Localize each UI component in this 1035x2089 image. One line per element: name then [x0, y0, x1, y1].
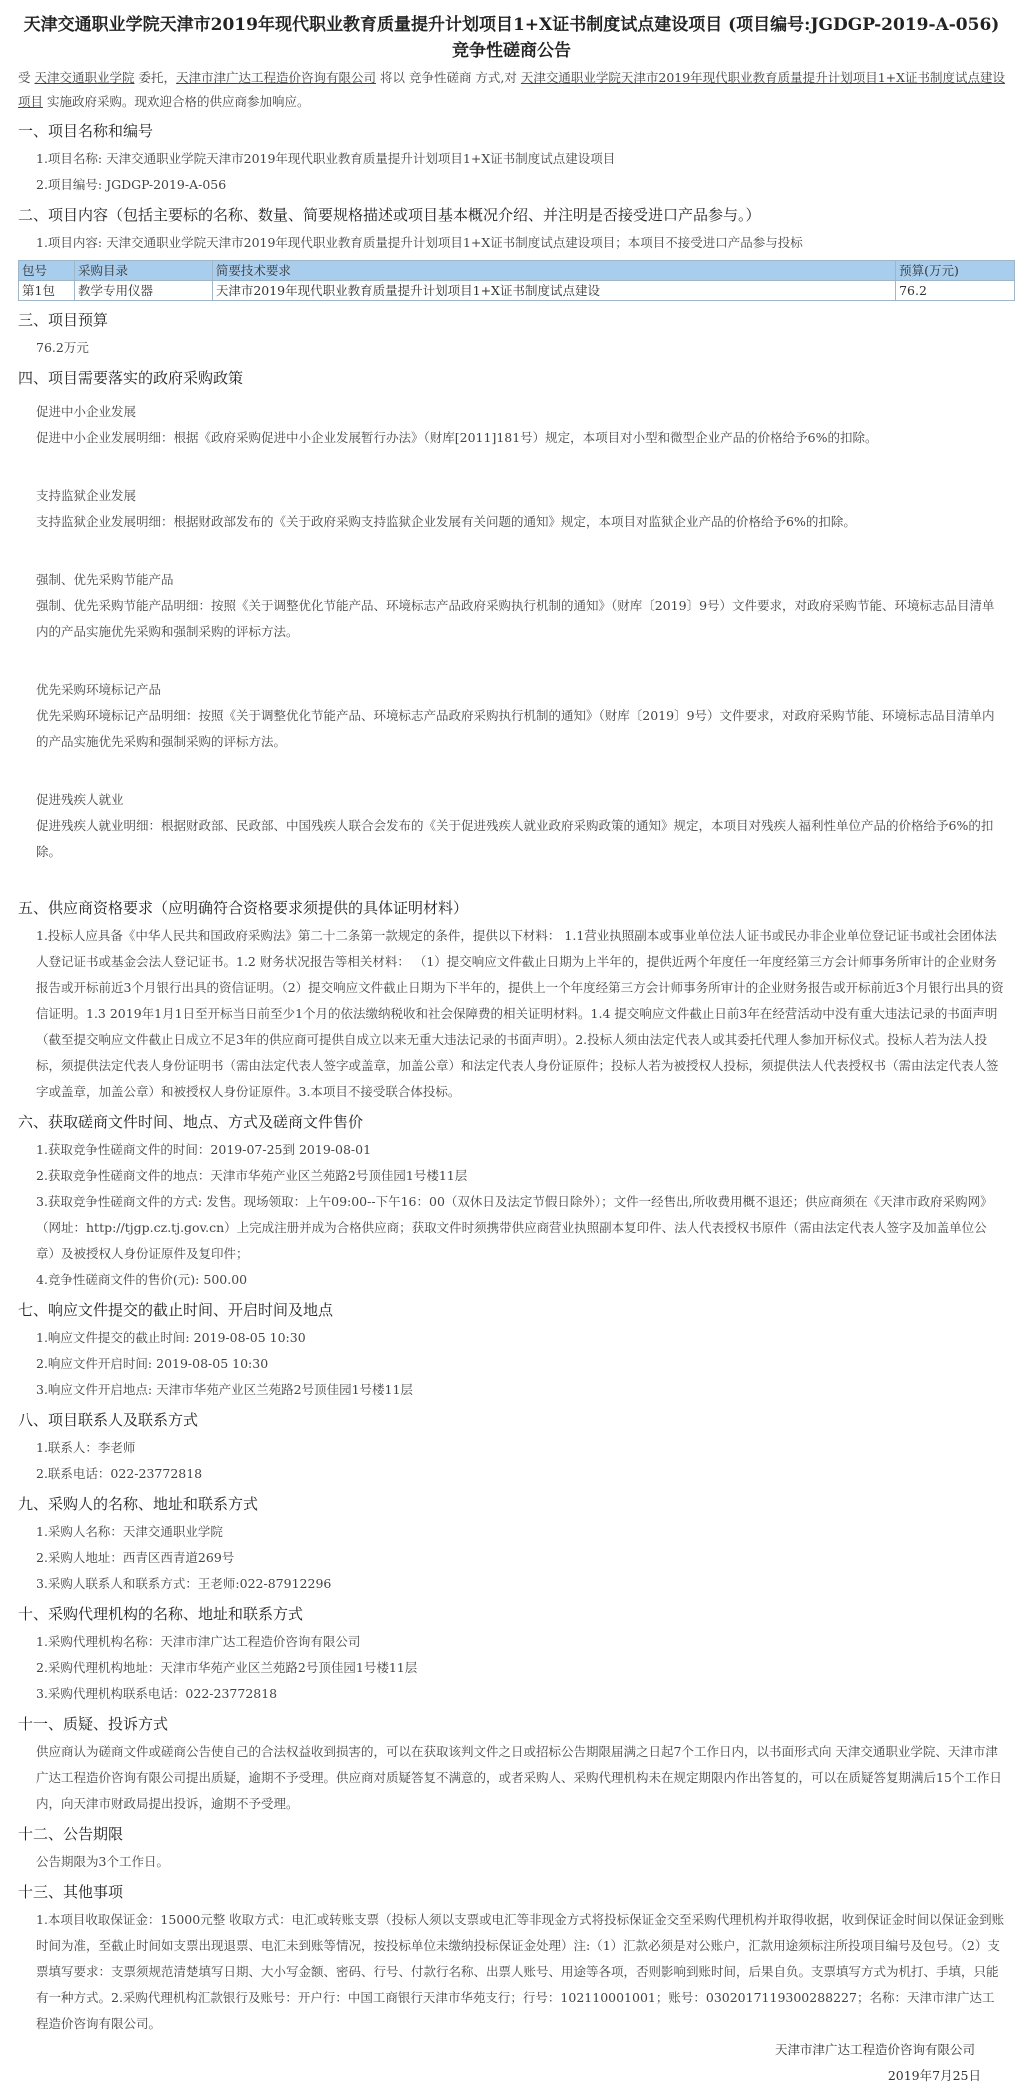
budget-value: 76.2万元 — [36, 340, 89, 355]
submission-deadline-line: 1.响应文件提交的截止时间: 2019-08-05 10:30 — [36, 1330, 306, 1345]
section-12-heading: 十二、公告期限 — [18, 1825, 124, 1843]
project-name-line: 1.项目名称: 天津交通职业学院天津市2019年现代职业教育质量提升计划项目1+X证书制度试点建设项目 — [36, 151, 616, 166]
table-cell: 教学专用仪器 — [74, 281, 212, 301]
policy-detail: 强制、优先采购节能产品明细：按照《关于调整优化节能产品、环境标志产品政府采购执行机制的通知》（财库〔2019〕9号）文件要求，对政府采购节能、环境标志品目清单内的产品实施优先采购和强制采购的评标方法。 — [36, 598, 995, 639]
contact-phone-line: 2.联系电话：022-23772818 — [36, 1466, 203, 1481]
section-2-heading: 二、项目内容（包括主要标的名称、数量、简要规格描述或项目基本概况介绍、并注明是否接受进口产品参与。） — [18, 206, 761, 224]
agency-address-line: 2.采购代理机构地址：天津市华苑产业区兰苑路2号顶佳园1号楼11层 — [36, 1660, 418, 1675]
package-table — [18, 260, 1015, 301]
section-10-heading: 十、采购代理机构的名称、地址和联系方式 — [18, 1605, 304, 1623]
policy-name: 促进残疾人就业 — [36, 792, 124, 807]
policy-name: 支持监狱企业发展 — [36, 488, 137, 503]
complaint-text: 供应商认为磋商文件或磋商公告使自己的合法权益收到损害的，可以在获取该判文件之日或招标公告期限届满之日起7个工作日内，以书面形式向 天津交通职业学院、天津市津广达工程造价咨询有限公司提出质疑，逾期不予受理。供应商对质疑答复不满意的，或者采购人、采购代理机构未在规定期限内作出答复的，可以在质疑答复期满后15个工作日内，向天津市财政局提出投诉，逾期不予受理。 — [36, 1744, 1002, 1811]
opening-place-line: 3.响应文件开启地点: 天津市华苑产业区兰苑路2号顶佳园1号楼11层 — [36, 1382, 413, 1397]
policy-name: 强制、优先采购节能产品 — [36, 572, 174, 587]
table-header-cell: 包号 — [19, 261, 75, 281]
intro-text-2: 委托， — [134, 70, 176, 85]
table-header-cell: 简要技术要求 — [212, 261, 895, 281]
agency-link[interactable]: 天津市津广达工程造价咨询有限公司 — [175, 70, 376, 85]
opening-time-line: 2.响应文件开启时间: 2019-08-05 10:30 — [36, 1356, 269, 1371]
document-price-line: 4.竞争性磋商文件的售价(元): 500.00 — [36, 1272, 248, 1287]
intro-paragraph — [18, 66, 1005, 114]
agency-phone-line: 3.采购代理机构联系电话：022-23772818 — [36, 1686, 278, 1701]
purchaser-link[interactable]: 天津交通职业学院 — [34, 70, 135, 85]
project-link[interactable]: 天津交通职业学院天津市2019年现代职业教育质量提升计划项目1+X证书制度试点建设项目 — [18, 70, 1006, 109]
project-content-line: 1.项目内容: 天津交通职业学院天津市2019年现代职业教育质量提升计划项目1+X证书制度试点建设项目；本项目不接受进口产品参与投标 — [36, 235, 803, 250]
page-title-line2: 竞争性磋商公告 — [452, 41, 571, 61]
table-row — [19, 281, 1015, 301]
section-9-heading: 九、采购人的名称、地址和联系方式 — [18, 1495, 259, 1513]
purchaser-name-line: 1.采购人名称：天津交通职业学院 — [36, 1524, 223, 1539]
policy-detail: 促进残疾人就业明细：根据财政部、民政部、中国残疾人联合会发布的《关于促进残疾人就业政府采购政策的通知》规定，本项目对残疾人福利性单位产品的价格给予6%的扣除。 — [36, 818, 994, 859]
table-cell: 第1包 — [19, 281, 75, 301]
intro-text-4: 实施政府采购。现欢迎合格的供应商参加响应。 — [43, 94, 310, 109]
purchaser-contact-line: 3.采购人联系人和联系方式：王老师:022-87912296 — [36, 1576, 332, 1591]
section-3-heading: 三、项目预算 — [18, 311, 109, 329]
section-4-heading: 四、项目需要落实的政府采购政策 — [18, 369, 244, 387]
qualification-requirements: 1.投标人应具备《中华人民共和国政府采购法》第二十二条第一款规定的条件，提供以下材料： 1.1营业执照副本或事业单位法人证书或民办非企业单位登记证书或社会团体法人登记证书或基金会法人登记证书。1.2 财务状况报告等相关材料： （1）提交响应文件截止日期为上半年的，提供近两个年度任一年度经第三方会计师事务所审计的企业财务报告或开标前近3个月银行出具的资信证明。（2）提交响应文件截止日期为下半年的，提供上一个年度经第三方会计师事务所审计的企业财务报告或开标前近3个月银行出具的资信证明。1.3 2019年1月1日至开标当日前至少1个月的依法缴纳税收和社会保障费的相关证明材料。1.4 提交响应文件截止日前3年在经营活动中没有重大违法记录的书面声明（截至提交响应文件截止日成立不足3年的供应商可提供自成立以来无重大违法记录的书面声明）。2.投标人须由法定代表人或其委托代理人参加开标仪式。投标人若为法人投标，须提供法定代表人身份证明书（需由法定代表人签字或盖章，加盖公章）和法定代表人身份证原件；投标人若为被授权人投标，须提供法人代表授权书（需由法定代表人签字或盖章，加盖公章）和被授权人身份证原件。3.本项目不接受联合体投标。 — [36, 928, 1004, 1099]
section-8-heading: 八、项目联系人及联系方式 — [18, 1411, 199, 1429]
document-place-line: 2.获取竞争性磋商文件的地点：天津市华苑产业区兰苑路2号顶佳园1号楼11层 — [36, 1168, 468, 1183]
intro-text-1: 受 — [18, 70, 35, 85]
policy-detail: 支持监狱企业发展明细：根据财政部发布的《关于政府采购支持监狱企业发展有关问题的通知》规定，本项目对监狱企业产品的价格给予6%的扣除。 — [36, 514, 856, 529]
page-title-line1: 天津交通职业学院天津市2019年现代职业教育质量提升计划项目1+X证书制度试点建设项目 (项目编号:JGDGP-2019-A-056) — [23, 15, 1000, 35]
document-time-line: 1.获取竞争性磋商文件的时间：2019-07-25到 2019-08-01 — [36, 1142, 372, 1157]
section-1-heading: 一、项目名称和编号 — [18, 122, 154, 140]
purchaser-address-line: 2.采购人地址：西青区西青道269号 — [36, 1550, 235, 1565]
contact-person-line: 1.联系人：李老师 — [36, 1440, 136, 1455]
document-method-line: 3.获取竞争性磋商文件的方式: 发售。现场领取：上午09:00--下午16：00（双休日及法定节假日除外）；文件一经售出,所收费用概不退还；供应商须在《天津市政府采购网》（网址：http://tjgp.cz.tj.gov.cn）上完成注册并成为合格供应商；获取文件时须携带供应商营业执照副本复印件、法人代表授权书原件（需由法定代表人签字及加盖单位公章）及被授权人身份证原件及复印件； — [36, 1194, 993, 1261]
policy-detail: 优先采购环境标记产品明细：按照《关于调整优化节能产品、环境标志产品政府采购执行机制的通知》（财库〔2019〕9号）文件要求，对政府采购节能、环境标志品目清单内的产品实施优先采购和强制采购的评标方法。 — [36, 708, 995, 749]
intro-text-3: 将以 竞争性磋商 方式,对 — [376, 70, 521, 85]
section-5-heading: 五、供应商资格要求（应明确符合资格要求须提供的具体证明材料） — [18, 899, 469, 917]
signature-org: 天津市津广达工程造价咨询有限公司 — [774, 2042, 975, 2057]
section-7-heading: 七、响应文件提交的截止时间、开启时间及地点 — [18, 1301, 334, 1319]
other-matters-text: 1.本项目收取保证金：15000元整 收取方式：电汇或转账支票（投标人须以支票或电汇等非现金方式将投标保证金交至采购代理机构并取得收据，收到保证金时间以保证金到账时间为准，至截止时间如支票出现退票、电汇未到账等情况，按投标单位未缴纳投标保证金处理）注:（1）汇款必须是对公账户，汇款用途须标注所投项目编号及包号。（2）支票填写要求：支票须规范清楚填写日期、大小写金额、密码、行号、付款行名称、出票人账号、用途等各项，否则影响到账时间，后果自负。支票填写方式为机打、手填，只能有一种方式。2.采购代理机构汇款银行及账号：开户行：中国工商银行天津市华苑支行；行号：102110001001；账号：0302017119300288227；名称：天津市津广达工程造价咨询有限公司。 — [36, 1912, 1005, 2031]
table-cell: 天津市2019年现代职业教育质量提升计划项目1+X证书制度试点建设 — [212, 281, 895, 301]
policy-name: 促进中小企业发展 — [36, 404, 137, 419]
project-number-line: 2.项目编号: JGDGP-2019-A-056 — [36, 177, 227, 192]
policy-detail: 促进中小企业发展明细：根据《政府采购促进中小企业发展暂行办法》（财库[2011]181号）规定，本项目对小型和微型企业产品的价格给予6%的扣除。 — [36, 430, 878, 445]
section-6-heading: 六、获取磋商文件时间、地点、方式及磋商文件售价 — [18, 1113, 364, 1131]
signature-date: 2019年7月25日 — [887, 2068, 981, 2083]
table-header-cell: 预算(万元) — [896, 261, 1015, 281]
policy-name: 优先采购环境标记产品 — [36, 682, 162, 697]
section-11-heading: 十一、质疑、投诉方式 — [18, 1715, 169, 1733]
section-13-heading: 十三、其他事项 — [18, 1883, 124, 1901]
table-header-cell: 采购目录 — [74, 261, 212, 281]
agency-name-line: 1.采购代理机构名称：天津市津广达工程造价咨询有限公司 — [36, 1634, 361, 1649]
notice-period-text: 公告期限为3个工作日。 — [36, 1854, 169, 1869]
table-header-row — [19, 261, 1015, 281]
table-cell: 76.2 — [896, 281, 1015, 301]
